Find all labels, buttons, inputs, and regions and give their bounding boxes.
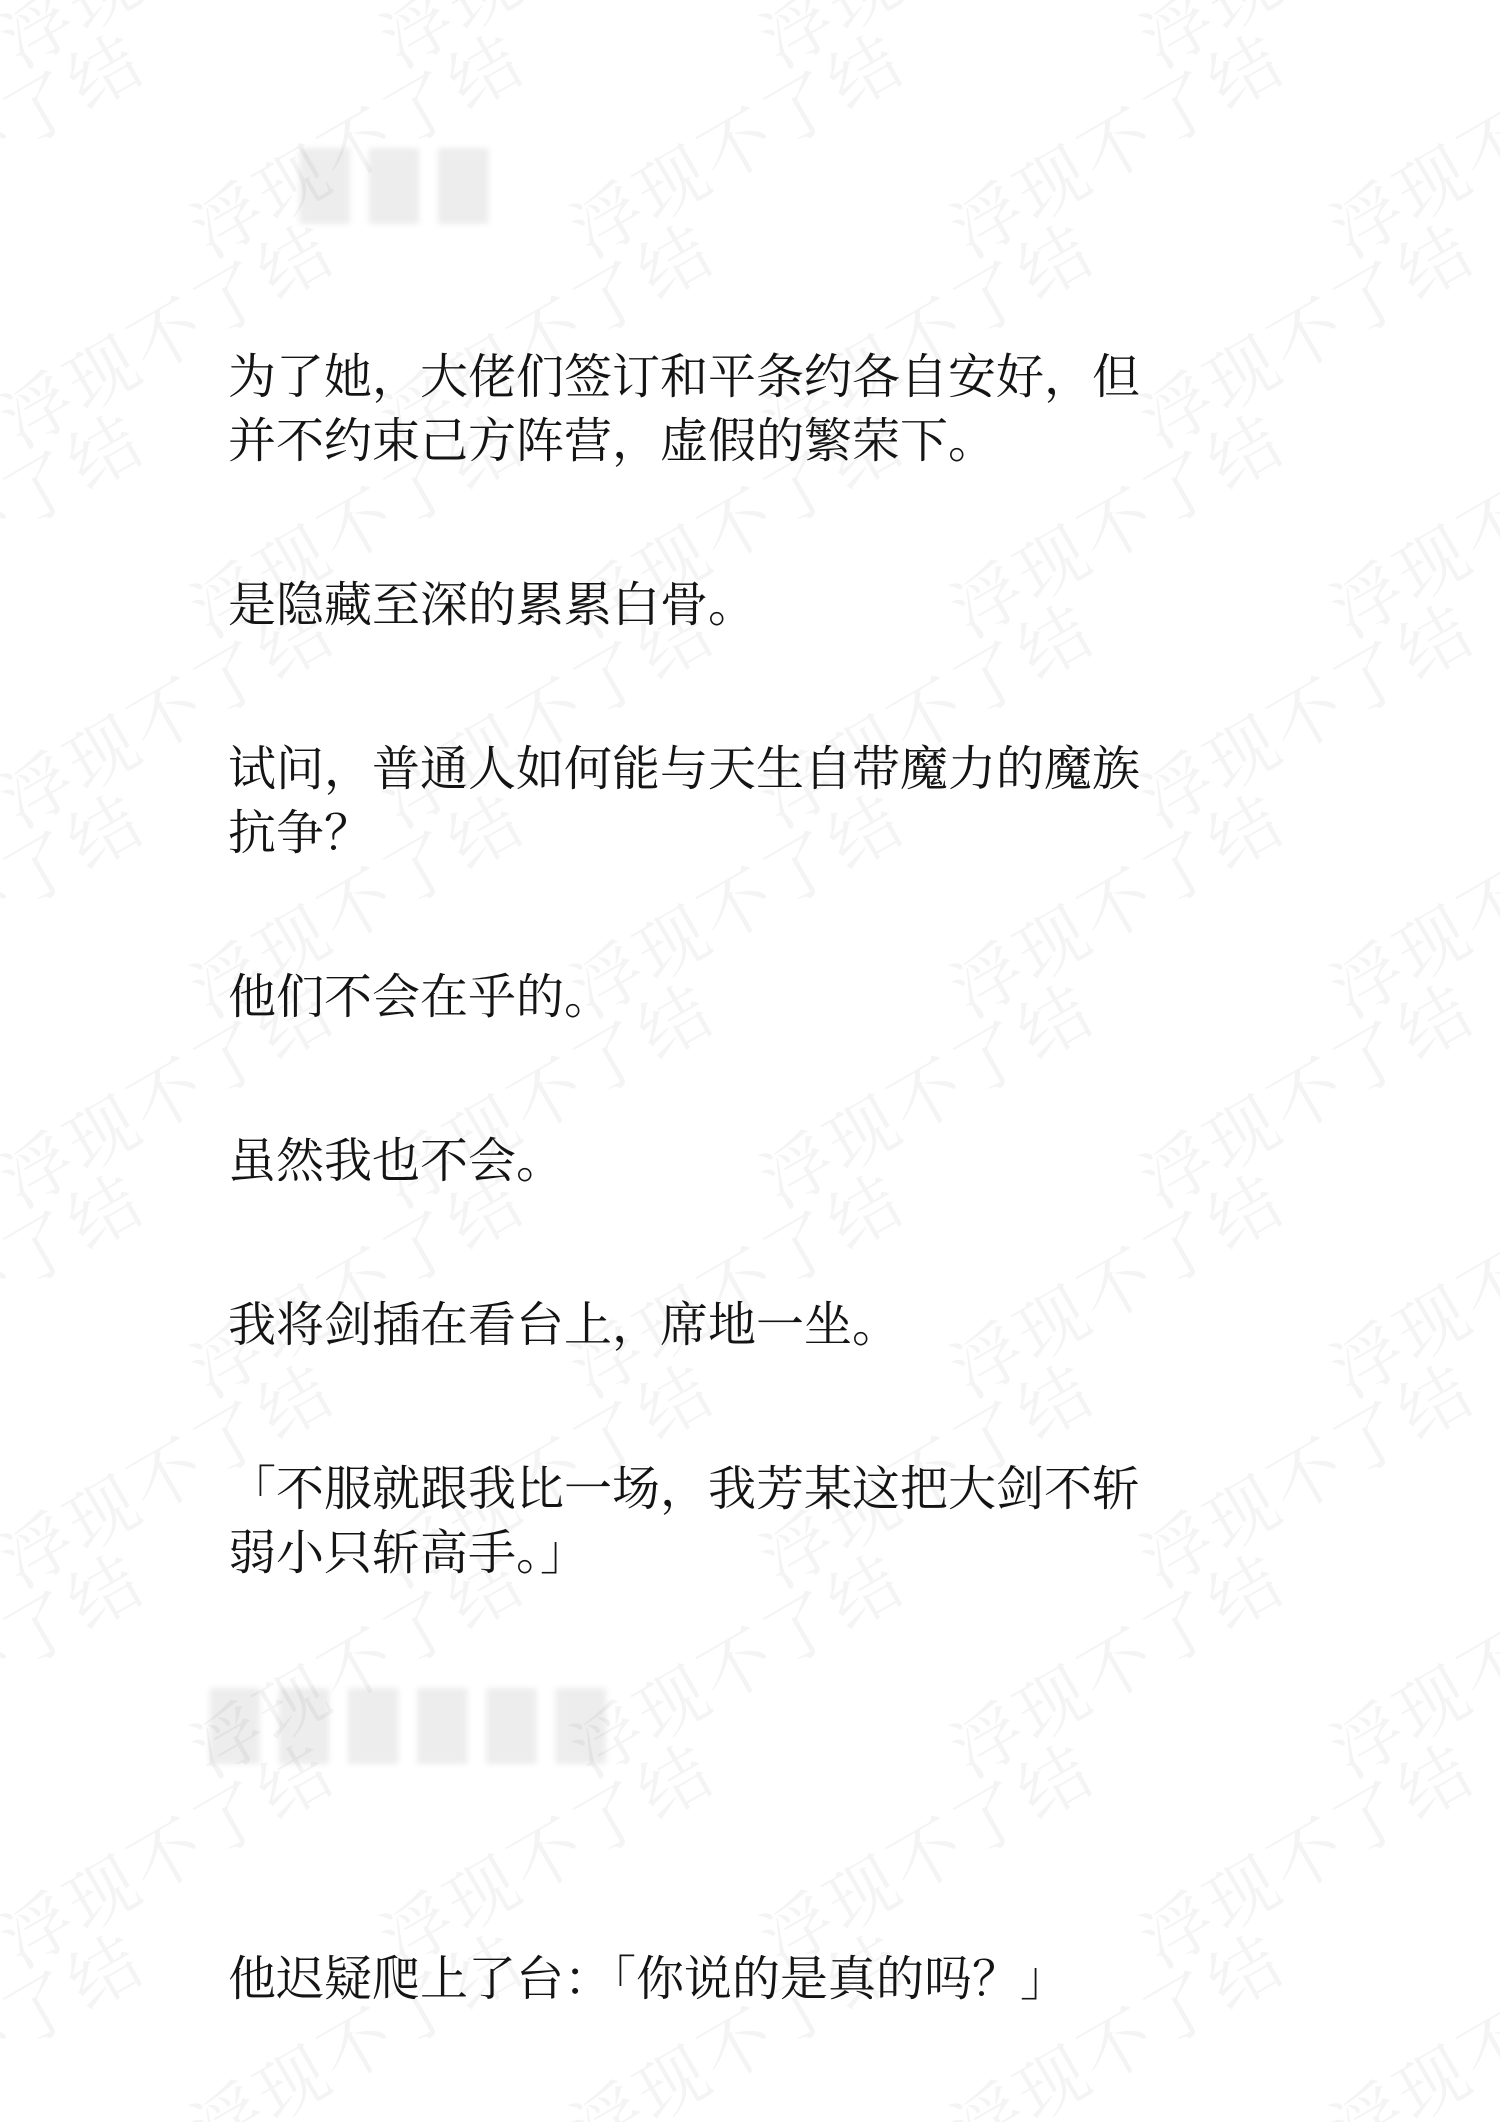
paragraph xyxy=(228,965,1288,1029)
watermark-text xyxy=(740,0,1111,87)
text-line: 抗争？ xyxy=(228,805,373,861)
watermark-text xyxy=(0,1525,161,1797)
watermark-text xyxy=(930,5,1301,277)
watermark-text xyxy=(1310,385,1500,657)
text-line: 试问，普通人如何能与天生自带魔力的魔族 xyxy=(228,741,1141,797)
watermark-text xyxy=(0,385,161,657)
story-body xyxy=(228,345,1288,2011)
watermark-text xyxy=(0,2095,351,2122)
watermark-text xyxy=(1310,1145,1500,1417)
text-line: 「不服就跟我比一场，我芳某这把大剑不斩 xyxy=(228,1461,1141,1517)
paragraph xyxy=(228,573,1288,637)
watermark-text xyxy=(0,1145,161,1417)
watermark-text xyxy=(1120,2095,1491,2122)
text-line: 并不约束己方阵营，虚假的繁荣下。 xyxy=(228,413,997,469)
watermark-text xyxy=(360,2095,731,2122)
watermark-text xyxy=(1120,0,1491,87)
watermark-text xyxy=(1310,1905,1500,2122)
paragraph xyxy=(228,1293,1288,1357)
paragraph xyxy=(228,345,1288,473)
faded-text-strip-bottom: ██████ xyxy=(210,1690,626,1764)
watermark-text xyxy=(170,5,541,277)
watermark-text xyxy=(0,5,161,277)
faded-text-strip-top: ███ xyxy=(300,150,508,224)
paragraph xyxy=(228,1129,1288,1193)
watermark-text xyxy=(550,5,921,277)
watermark-text xyxy=(1310,5,1500,277)
watermark-text xyxy=(360,0,731,87)
text-line: 弱小只斩高手。」 xyxy=(228,1525,589,1581)
paragraph xyxy=(228,1947,1288,2011)
watermark-text xyxy=(740,2095,1111,2122)
text-line: 我将剑插在看台上，席地一坐。 xyxy=(228,1297,901,1353)
watermark-text xyxy=(0,765,161,1037)
watermark-text xyxy=(1310,765,1500,1037)
paragraph xyxy=(228,737,1288,865)
text-line: 他迟疑爬上了台：「你说的是真的吗？」 xyxy=(228,1951,1069,2007)
watermark-text xyxy=(0,1905,161,2122)
text-line: 为了她，大佬们签订和平条约各自安好，但 xyxy=(228,349,1141,405)
watermark-text xyxy=(0,0,351,87)
watermark-text xyxy=(1310,1525,1500,1797)
text-line: 他们不会在乎的。 xyxy=(228,969,613,1025)
text-line: 是隐藏至深的累累白骨。 xyxy=(228,577,757,633)
text-line: 虽然我也不会。 xyxy=(228,1133,565,1189)
paragraph xyxy=(228,1457,1288,1585)
